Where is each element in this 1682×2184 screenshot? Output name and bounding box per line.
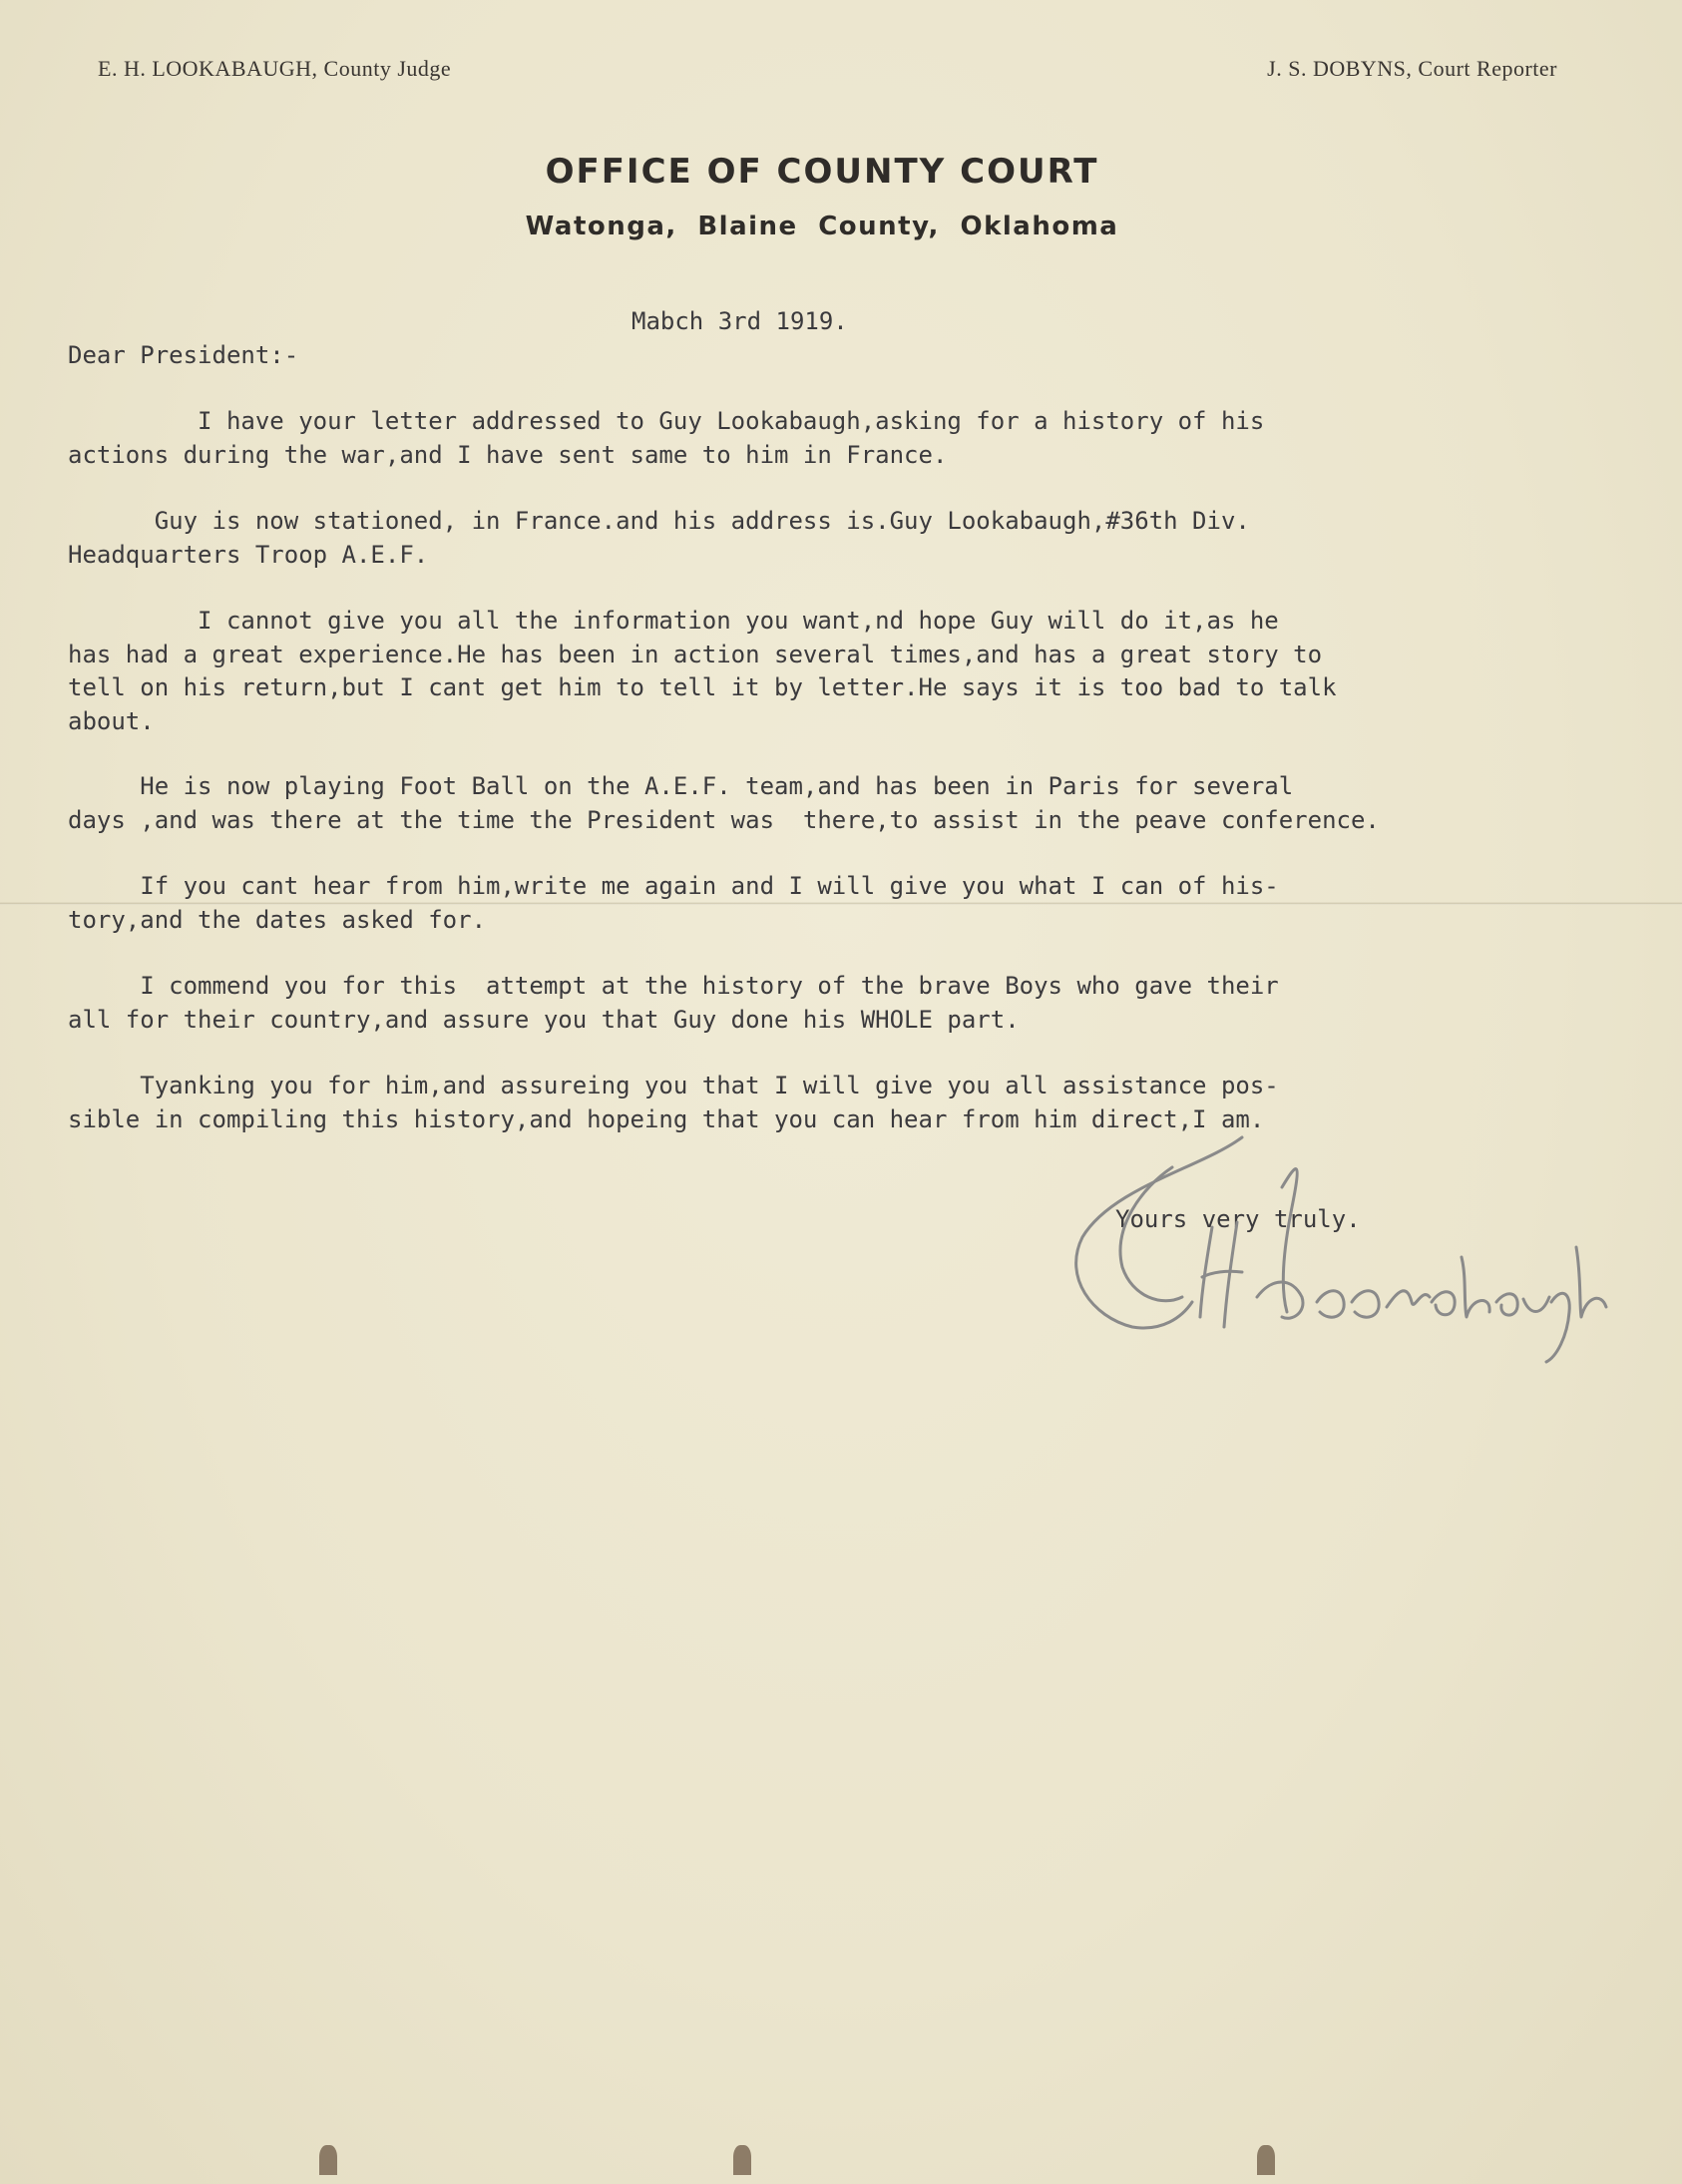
office-location: Watonga, Blaine County, Oklahoma [525, 212, 1119, 241]
punch-mark [1257, 2145, 1275, 2175]
paragraph-2: Guy is now stationed, in France.and his address is.Guy Lookabaugh,#36th Div. Headquarters Troop A.E.F. [68, 507, 1250, 569]
punch-mark [733, 2145, 751, 2175]
letter-date: Mabch 3rd 1919. [631, 307, 848, 335]
paragraph-5: If you cant hear from him,write me again and I will give you what I can of his- tory,and the dates asked for. [68, 872, 1279, 934]
paragraph-3: I cannot give you all the information you want,nd hope Guy will do it,as he has had a great experience.He has been in action several times,and has a great story to tell on his return,but I cant get him to tell it by letter.He says it is too bad to talk about. [68, 607, 1337, 735]
handwritten-signature [1052, 1127, 1631, 1367]
salutation: Dear President:- [68, 341, 299, 369]
punch-mark [319, 2145, 337, 2175]
letterhead-court-reporter: J. S. DOBYNS, Court Reporter [1267, 56, 1557, 81]
paragraph-1: I have your letter addressed to Guy Lookabaugh,asking for a history of his actions during the war,and I have sent same to him in France. [68, 407, 1265, 469]
closing: Yours very truly. [1115, 1205, 1361, 1233]
paragraph-7: Tyanking you for him,and assureing you that I will give you all assistance pos- sible in compiling this history,and hopeing that you can hear from him direct,I am. [68, 1072, 1279, 1133]
paragraph-4: He is now playing Foot Ball on the A.E.F. team,and has been in Paris for several days ,and was there at the time the President was there,to assist in the peave conference. [68, 772, 1380, 834]
letterhead-county-judge: E. H. LOOKABAUGH, County Judge [98, 56, 452, 81]
office-title: OFFICE OF COUNTY COURT [545, 152, 1099, 192]
paragraph-6: I commend you for this attempt at the history of the brave Boys who gave their all for their country,and assure you that Guy done his WHOLE part. [68, 972, 1279, 1034]
